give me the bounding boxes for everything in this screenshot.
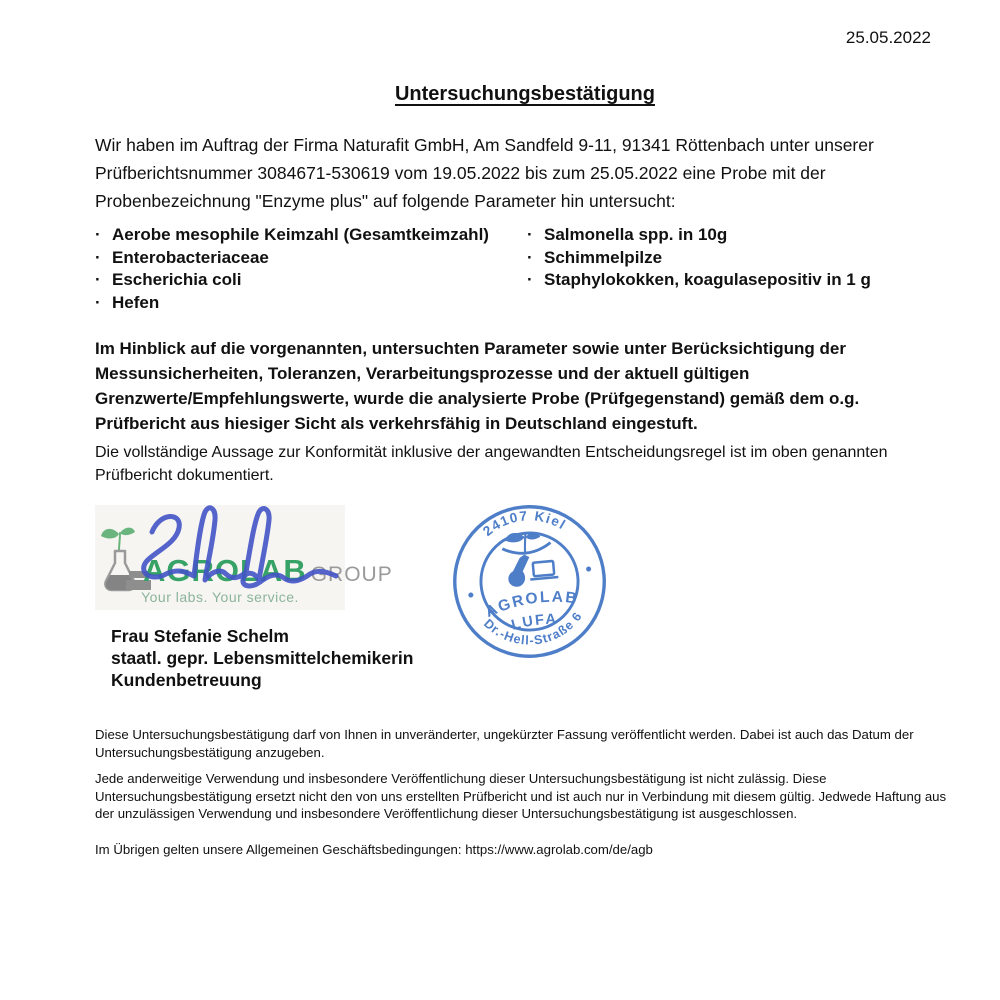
stamp-left-dot — [468, 592, 473, 597]
footer-paragraph-3: Im Übrigen gelten unsere Allgemeinen Geschäftsbedingungen: https://www.agrolab.com/de/agb — [95, 842, 653, 857]
parameter-item — [95, 292, 520, 315]
logo-brand-text: AGROLAB — [143, 553, 307, 588]
intro-paragraph: Wir haben im Auftrag der Firma Naturafit GmbH, Am Sandfeld 9-11, 91341 Röttenbach unter unserer Prüfberichtsnummer 3084671-530619 vom 19.05.2022 bis zum 25.05.2022 eine Probe mit der Probenbezeichnung "Enzyme plus" auf folgende Parameter hin untersucht: — [95, 135, 874, 211]
bullet-icon: · — [95, 225, 101, 244]
parameter-label: Staphylokokken, koagulasepositiv in 1 g — [544, 270, 871, 289]
document-date: 25.05.2022 — [845, 28, 931, 47]
signer-name: Frau Stefanie Schelm — [111, 626, 289, 646]
parameter-item — [527, 247, 937, 270]
parameter-item — [95, 247, 520, 270]
bullet-icon: · — [527, 270, 533, 289]
bullet-icon: · — [527, 225, 533, 244]
stamp-top-text: 24107 Kiel — [480, 508, 569, 540]
parameter-list-left — [95, 224, 520, 314]
signer-block — [111, 625, 413, 691]
parameter-list-right — [527, 224, 937, 292]
stamp-brand-text: AGROLAB — [482, 588, 580, 622]
footer-paragraph-2: Jede anderweitige Verwendung und insbesondere Veröffentlichung dieser Untersuchungsbestätigung ist nicht zulässig. Diese Untersuchungsbestätigung ersetzt nicht den von uns erstellten Prüfbericht und ist auch nur in Verbindung mit diesem gültig. Jedwede Haftung aus der unzulässigen Verwendung und insbesondere Veröffentlichung dieser Untersuchungsbestätigung ist ausgeschlossen. — [95, 771, 947, 821]
parameter-label: Escherichia coli — [112, 270, 242, 289]
bullet-icon: · — [95, 247, 101, 267]
stamp-right-dot — [586, 566, 591, 571]
parameter-item — [95, 269, 520, 292]
bullet-icon: · — [95, 270, 101, 289]
footer-paragraph-1: Diese Untersuchungsbestätigung darf von Ihnen in unveränderter, ungekürzter Fassung veröffentlicht werden. Dabei ist auch das Datum der Untersuchungsbestätigung anzugeben. — [95, 727, 914, 760]
parameter-item — [527, 224, 937, 247]
bullet-icon: · — [527, 247, 533, 267]
parameter-label: Enterobacteriaceae — [112, 247, 269, 267]
assessment-paragraph: Im Hinblick auf die vorgenannten, untersuchten Parameter sowie unter Berücksichtigung der Messunsicherheiten, Toleranzen, Verarbeitungsprozesse und der aktuell gültigen Grenzwerte/Empfehlungswerte, wurde die analysierte Probe (Prüfgegenstand) gemäß dem o.g. Prüfbericht aus hiesiger Sicht als verkehrsfähig in Deutschland eingestuft. — [95, 339, 860, 433]
agrolab-logo — [95, 505, 393, 610]
parameter-item — [95, 224, 520, 247]
signer-role: Kundenbetreuung — [111, 670, 262, 690]
parameter-label: Schimmelpilze — [544, 247, 663, 267]
parameter-item — [527, 269, 937, 292]
signer-title: staatl. gepr. Lebensmittelchemikerin — [111, 648, 414, 668]
parameter-label: Salmonella spp. in 10g — [544, 225, 728, 244]
logo-wordmark — [143, 553, 393, 589]
bullet-icon: · — [95, 292, 101, 312]
logo-tagline: Your labs. Your service. — [141, 589, 299, 605]
stamp-sub-text: LUFA — [509, 611, 559, 634]
parameter-label: Aerobe mesophile Keimzahl (Gesamtkeimzahl) — [112, 225, 489, 244]
logo-group-text: GROUP — [310, 563, 393, 586]
parameter-label: Hefen — [112, 292, 160, 312]
page-title: Untersuchungsbestätigung — [394, 83, 655, 105]
round-stamp — [440, 492, 619, 671]
conformity-paragraph: Die vollständige Aussage zur Konformität inklusive der angewandten Entscheidungsregel ist im oben genannten Prüfbericht dokumentiert. — [95, 444, 888, 484]
stamp-bottom-text: Dr.-Hell-Straße 6 — [481, 609, 586, 648]
